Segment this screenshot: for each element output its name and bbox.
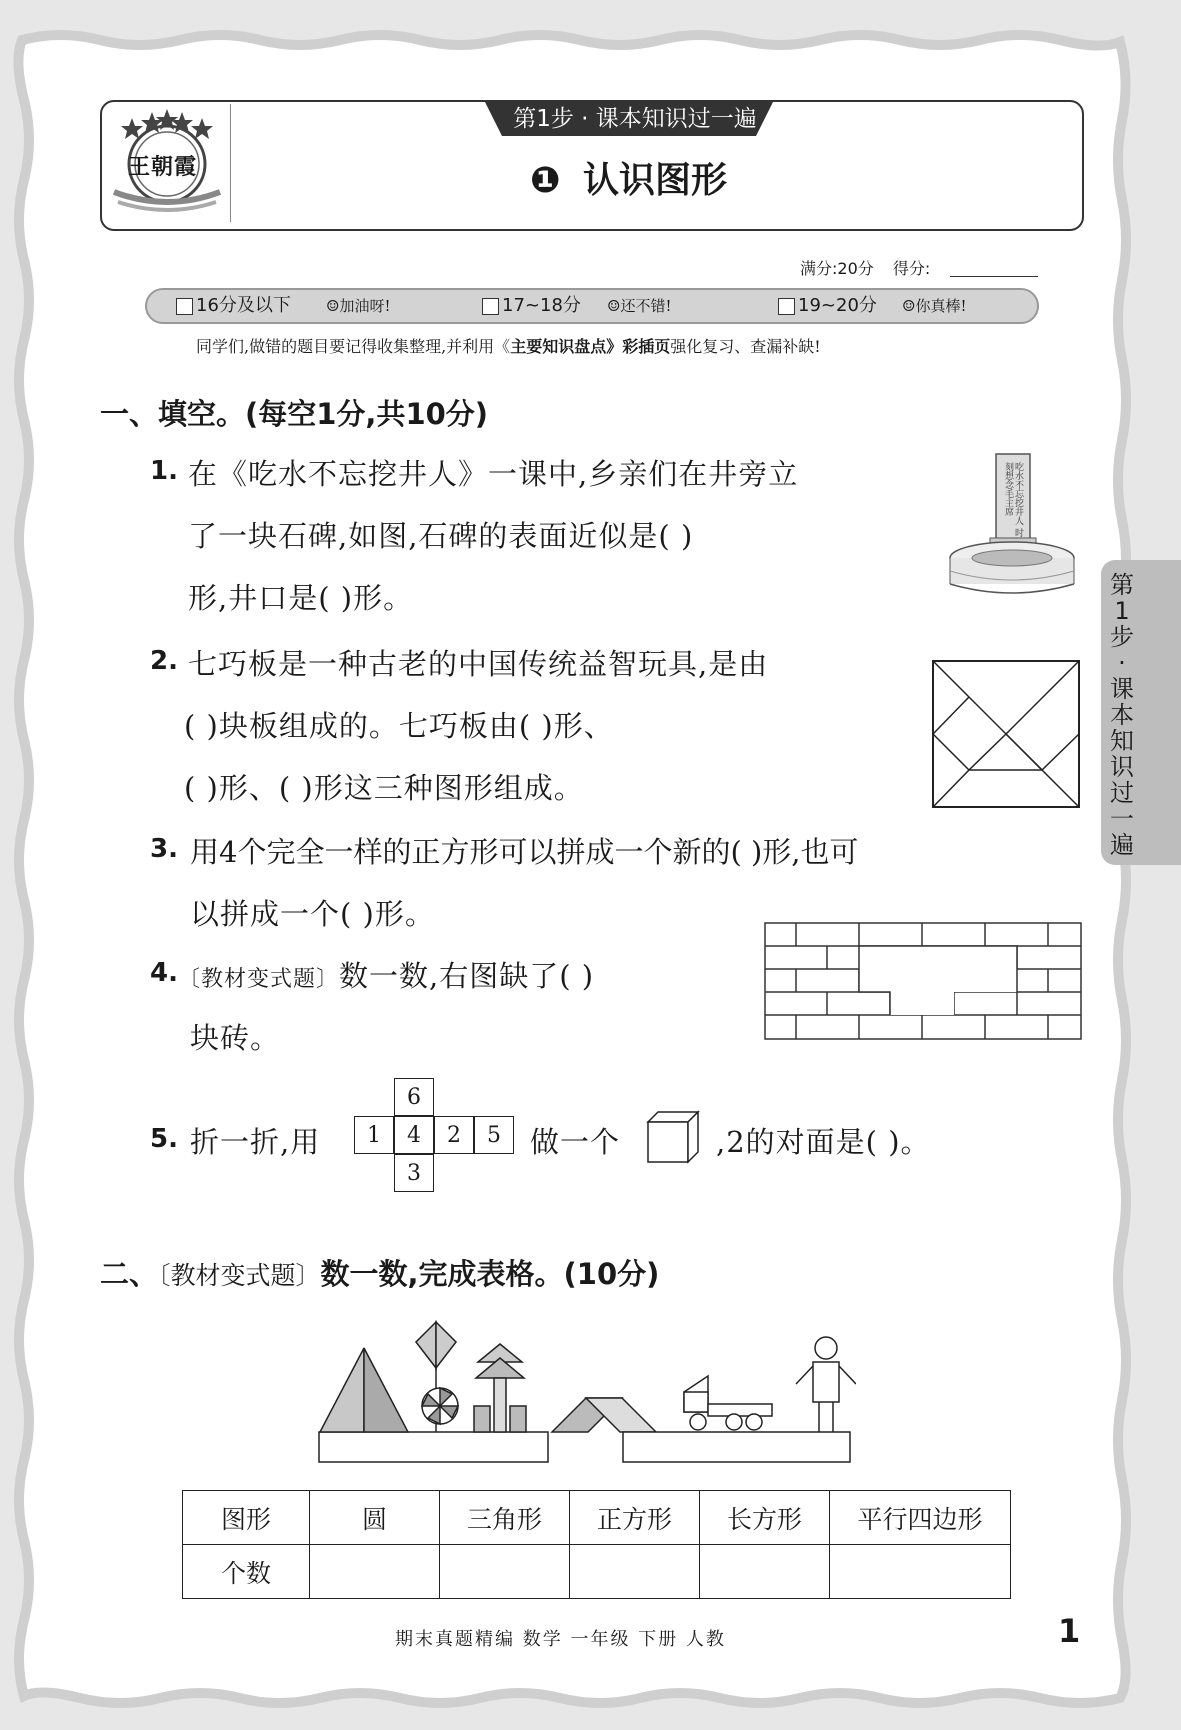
q4-line-2: 块砖。 <box>190 1021 281 1055</box>
cube-icon <box>646 1110 702 1166</box>
table-header-cell: 正方形 <box>570 1491 700 1545</box>
net-cell-right-1: 2 <box>434 1116 474 1154</box>
side-tab-label: 第1步·课本知识过一遍 <box>1110 571 1134 859</box>
lesson-number: ❶ <box>530 160 561 201</box>
q5-text-a: 折一折,用 <box>190 1125 321 1159</box>
q3-line-1: 用4个完全一样的正方形可以拼成一个新的( )形,也可 <box>190 835 859 869</box>
brick-wall-image <box>764 922 1082 1042</box>
table-header-cell: 三角形 <box>440 1491 570 1545</box>
cube-net <box>354 1078 514 1198</box>
q3-number: 3. <box>150 834 178 864</box>
table-answer-cell[interactable] <box>570 1545 700 1599</box>
rating-range: 19~20分 <box>798 295 877 316</box>
net-cell-center: 4 <box>394 1116 434 1154</box>
q4-tag: 〔教材变式题〕 <box>178 967 340 992</box>
q2-line-1: 七巧板是一种古老的中国传统益智玩具,是由 <box>188 647 769 681</box>
shape-count-table <box>182 1490 1011 1599</box>
tangram-image <box>932 660 1082 808</box>
table-answer-cell[interactable] <box>830 1545 1011 1599</box>
table-answer-cell[interactable] <box>310 1545 440 1599</box>
reminder-text: 同学们,做错的题目要记得收集整理,并利用《主要知识盘点》彩插页强化复习、查漏补缺! <box>196 337 821 356</box>
rating-note: ☺加油呀! <box>326 297 391 315</box>
table-answer-cell[interactable] <box>440 1545 570 1599</box>
header-divider <box>230 104 231 222</box>
net-cell-bottom: 3 <box>394 1154 434 1192</box>
rating-note: ☺还不错! <box>607 297 672 315</box>
net-cell-right-2: 5 <box>474 1116 514 1154</box>
table-row <box>183 1545 1011 1599</box>
q1-line-2: 了一块石碑,如图,石碑的表面近似是( ) <box>188 519 694 553</box>
smile-icon: ☺ <box>607 297 621 315</box>
section-2-title: 二、〔教材变式题〕数一数,完成表格。(10分) <box>100 1257 660 1291</box>
q2-number: 2. <box>150 646 178 676</box>
score-area <box>800 256 930 279</box>
rating-checkbox[interactable] <box>482 298 499 315</box>
section-1-title: 一、填空。(每空1分,共10分) <box>100 397 489 431</box>
step-tab-label: 第1步 · 课本知识过一遍 <box>513 106 757 132</box>
page-number: 1 <box>1058 1612 1081 1650</box>
q5-text-c: ,2的对面是( )。 <box>716 1125 931 1159</box>
lesson-title <box>530 152 727 203</box>
lesson-name: 认识图形 <box>583 160 728 201</box>
rating-checkbox[interactable] <box>176 298 193 315</box>
table-header-cell: 平行四边形 <box>830 1491 1011 1545</box>
q5-text-b: 做一个 <box>530 1125 621 1159</box>
q3-line-2: 以拼成一个( )形。 <box>190 897 435 931</box>
net-cell-top: 6 <box>394 1078 434 1116</box>
logo-stars <box>121 109 213 139</box>
smile-icon: ☺ <box>902 297 916 315</box>
shape-scene-image <box>316 1318 856 1466</box>
q4-number: 4. <box>150 958 178 988</box>
full-score-label: 满分:20分 <box>800 259 874 278</box>
q1-line-1: 在《吃水不忘挖井人》一课中,乡亲们在井旁立 <box>188 457 799 491</box>
footer-info: 期末真题精编 数学 一年级 下册 人教 <box>395 1629 726 1650</box>
score-blank[interactable] <box>950 276 1038 277</box>
table-header-cell: 圆 <box>310 1491 440 1545</box>
net-cell-left: 1 <box>354 1116 394 1154</box>
q5-number: 5. <box>150 1124 178 1154</box>
rating-range: 17~18分 <box>502 295 581 316</box>
table-header-cell: 长方形 <box>700 1491 830 1545</box>
section-2-tag: 〔教材变式题〕 <box>158 1261 321 1290</box>
smile-icon: ☺ <box>326 297 340 315</box>
table-header-cell: 图形 <box>183 1491 310 1545</box>
stele-inscription: 吃水不忘挖井人 时刻想念毛主席 <box>1003 462 1023 537</box>
q2-line-2: ( )块板组成的。七巧板由( )形、 <box>184 709 614 743</box>
rating-range: 16分及以下 <box>196 295 291 316</box>
logo-text: 王朝霞 <box>128 154 198 180</box>
table-answer-cell[interactable] <box>700 1545 830 1599</box>
q1-line-3: 形,井口是( )形。 <box>188 581 414 615</box>
rating-note: ☺你真棒! <box>902 297 967 315</box>
rating-checkbox[interactable] <box>778 298 795 315</box>
q1-number: 1. <box>150 456 178 486</box>
q4-line-1: 〔教材变式题〕数一数,右图缺了( ) <box>178 959 595 993</box>
table-row-label: 个数 <box>183 1545 310 1599</box>
score-label: 得分: <box>892 259 931 278</box>
table-row <box>183 1491 1011 1545</box>
q2-line-3: ( )形、( )形这三种图形组成。 <box>184 771 584 805</box>
